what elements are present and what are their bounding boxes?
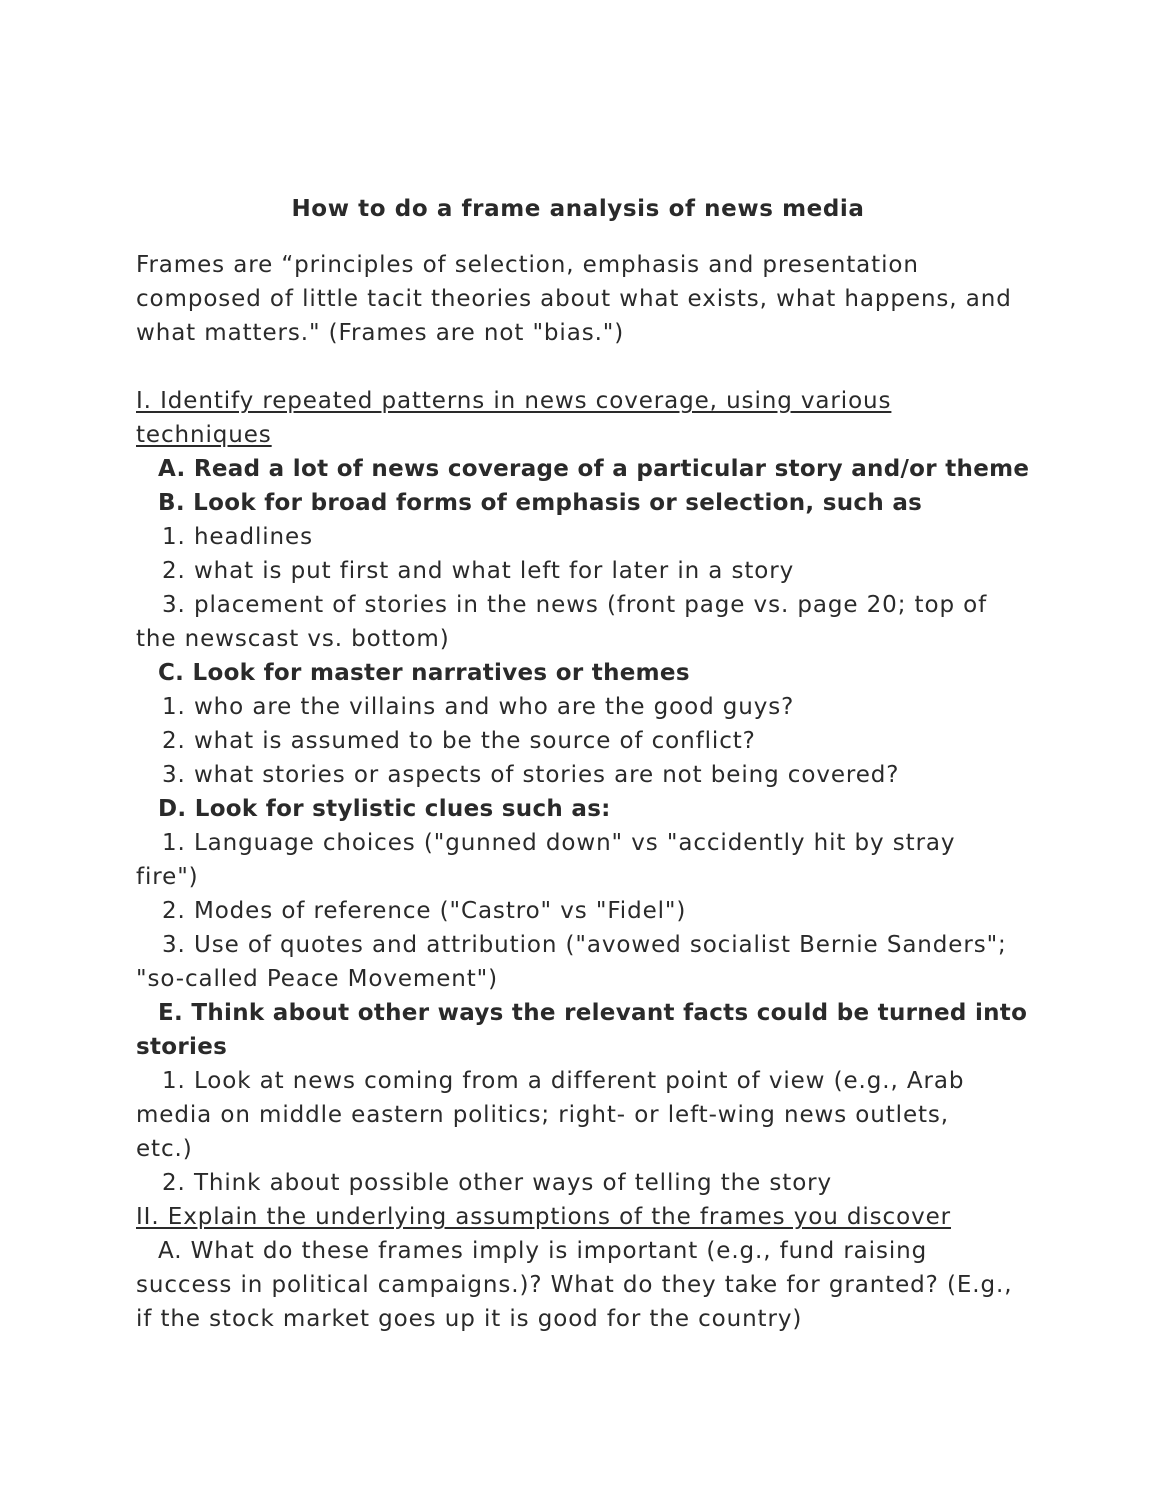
step-b-item: 3. placement of stories in the news (front page vs. page 20; top of [162, 592, 988, 618]
section-1 [136, 384, 1036, 1200]
intro-line: composed of little tacit theories about what exists, what happens, and [136, 286, 1012, 312]
step-d-item: 2. Modes of reference ("Castro" vs "Fidel") [162, 898, 687, 924]
step-b-item-cont: the newscast vs. bottom) [136, 626, 450, 652]
step-e-item: 1. Look at news coming from a different point of view (e.g., Arab [162, 1068, 965, 1094]
step-c: C. Look for master narratives or themes [158, 660, 690, 686]
section-2-step-a-cont: if the stock market goes up it is good for the country) [136, 1306, 803, 1332]
step-e-item-cont: etc.) [136, 1136, 193, 1162]
step-d-item-cont: fire") [136, 864, 199, 890]
step-e: E. Think about other ways the relevant facts could be turned into [158, 1000, 1028, 1026]
section-2-heading: II. Explain the underlying assumptions of the frames you discover [136, 1204, 951, 1230]
paragraph-gap [136, 350, 1036, 384]
step-c-item: 3. what stories or aspects of stories are not being covered? [162, 762, 900, 788]
step-d-item: 3. Use of quotes and attribution ("avowed socialist Bernie Sanders"; [162, 932, 1007, 958]
step-c-item: 2. what is assumed to be the source of conflict? [162, 728, 756, 754]
intro-paragraph [136, 248, 1036, 350]
step-b-item: 1. headlines [162, 524, 313, 550]
step-d-item-cont: "so-called Peace Movement") [136, 966, 499, 992]
step-b-item: 2. what is put first and what left for later in a story [162, 558, 795, 584]
section-1-heading: I. Identify repeated patterns in news coverage, using various [136, 388, 892, 414]
step-a: A. Read a lot of news coverage of a particular story and/or theme [158, 456, 1030, 482]
step-d: D. Look for stylistic clues such as: [158, 796, 611, 822]
step-e-item-cont: media on middle eastern politics; right- or left-wing news outlets, [136, 1102, 950, 1128]
step-b: B. Look for broad forms of emphasis or selection, such as [158, 490, 923, 516]
document-body [136, 248, 1036, 1336]
intro-line: what matters." (Frames are not "bias.") [136, 320, 625, 346]
step-d-item: 1. Language choices ("gunned down" vs "accidently hit by stray [162, 830, 956, 856]
intro-line: Frames are “principles of selection, emphasis and presentation [136, 252, 919, 278]
section-1-heading-cont: techniques [136, 422, 272, 448]
section-2-step-a: A. What do these frames imply is important (e.g., fund raising [158, 1238, 928, 1264]
section-2-step-a-cont: success in political campaigns.)? What do they take for granted? (E.g., [136, 1272, 1013, 1298]
step-e-item: 2. Think about possible other ways of telling the story [162, 1170, 833, 1196]
step-c-item: 1. who are the villains and who are the good guys? [162, 694, 795, 720]
step-e-cont: stories [136, 1034, 228, 1060]
document-title: How to do a frame analysis of news media [291, 196, 865, 222]
section-2 [136, 1200, 1036, 1336]
